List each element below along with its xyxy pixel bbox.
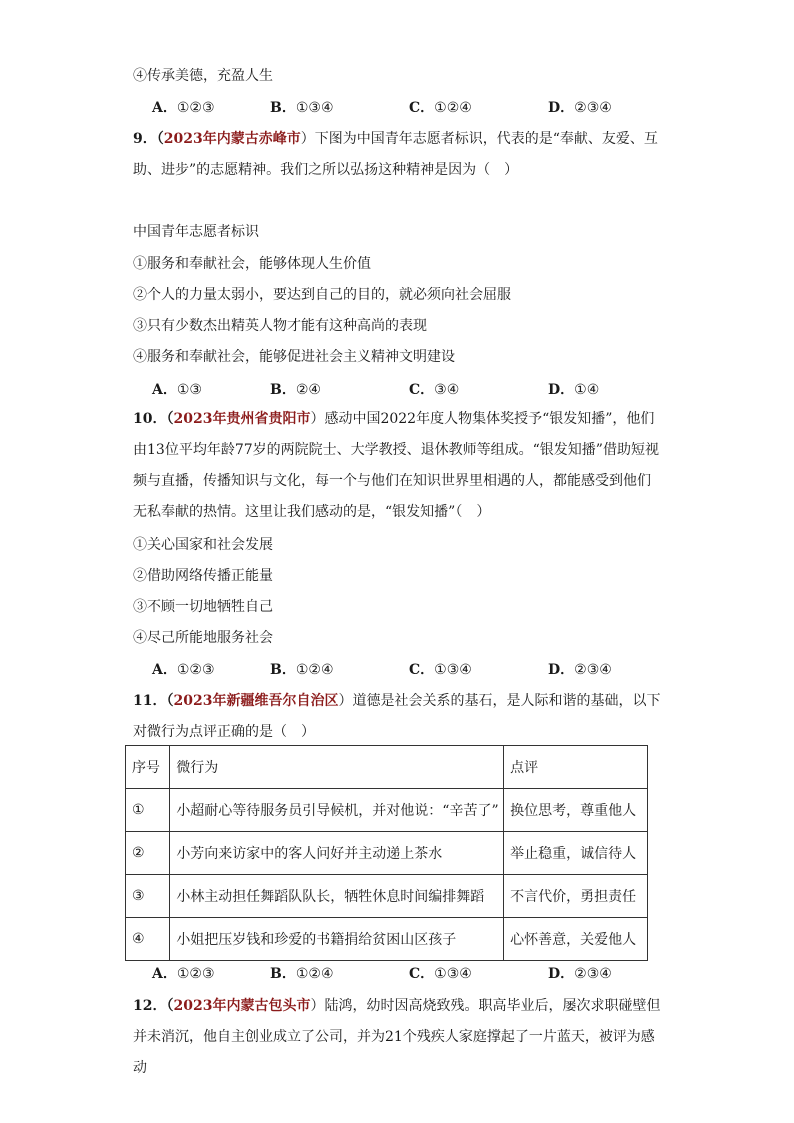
table-row [126,918,648,961]
q11-table [125,745,648,961]
q9-option-c: C．③④ [409,382,460,398]
q11-option-b: B．①②④ [270,966,334,982]
table-cell: 小芳向来访家中的客人问好并主动递上茶水 [170,832,504,875]
q10-option-d: D．②③④ [548,662,612,678]
table-cell: 举止稳重，诚信待人 [504,832,648,875]
q10-option-a: A．①②③ [152,662,215,678]
q11-option-c: C．①③④ [409,966,472,982]
table-cell: 换位思考，尊重他人 [504,789,648,832]
table-cell: ② [126,832,170,875]
table-cell: 小超耐心等待服务员引导候机，并对他说：“辛苦了” [170,789,504,832]
table-cell: 小林主动担任舞蹈队队长，牺牲休息时间编排舞蹈 [170,875,504,918]
table-header-cell: 微行为 [170,746,504,789]
q9-options [152,380,652,400]
table-header-cell: 序号 [126,746,170,789]
q11-stem: 11．（2023年新疆维吾尔自治区）道德是社会关系的基石，是人际和谐的基础，以下对微行为点评正确的是（ ） [133,693,661,740]
q8-option-a: A．①②③ [152,100,215,116]
q9-source: 2023年内蒙古赤峰市 [163,131,301,147]
table-cell: 小姐把压岁钱和珍爱的书籍捐给贫困山区孩子 [170,918,504,961]
q10-stem: 10．（2023年贵州省贵阳市）感动中国2022年度人物集体奖授予“银发知播”，他们由13位平均年龄77岁的两院院士、大学教授、退休教师等组成。“银发知播”借助短视频与直播，传播知识与文化，每一个与他们在知识世界里相遇的人，都能感受到他们无私奉献的热情。这里让我们感动的是，“银发知播”（ ） [133,411,659,520]
q11-option-a: A．①②③ [152,966,215,982]
q9-option-d: D．①④ [548,382,600,398]
q9-item-3: ③只有少数杰出精英人物才能有这种高尚的表现 [133,318,427,334]
q11-options [152,964,652,984]
q8-option-d: D．②③④ [548,100,612,116]
q8-option-b: B．①③④ [270,100,334,116]
q9-item-4: ④服务和奉献社会，能够促进社会主义精神文明建设 [133,349,455,365]
table-row [126,832,648,875]
table-row [126,789,648,832]
q9-option-b: B．②④ [270,382,321,398]
table-cell: ④ [126,918,170,961]
table-row [126,875,648,918]
table-cell: ③ [126,875,170,918]
table-cell: 不言代价，勇担责任 [504,875,648,918]
table-header-row [126,746,648,789]
q9-item-1: ①服务和奉献社会，能够体现人生价值 [133,256,371,272]
q10-source: 2023年贵州省贵阳市 [173,411,311,427]
q10-item-3: ③不顾一切地牺牲自己 [133,599,273,615]
q10-option-c: C．①③④ [409,662,472,678]
table-header-cell: 点评 [504,746,648,789]
q12-source: 2023年内蒙古包头市 [173,998,311,1014]
q11-option-d: D．②③④ [548,966,612,982]
q8-options [152,98,652,118]
q8-item-4: ④传承美德，充盈人生 [133,68,273,84]
q11-source: 2023年新疆维吾尔自治区 [173,693,339,709]
q10-item-1: ①关心国家和社会发展 [133,537,273,553]
table-cell: ① [126,789,170,832]
q9-option-a: A．①③ [152,382,202,398]
q10-item-4: ④尽己所能地服务社会 [133,630,273,646]
q12-stem: 12．（2023年内蒙古包头市）陆鸿，幼时因高烧致残。职高毕业后，屡次求职碰壁但并未消沉，他自主创业成立了公司，并为21个残疾人家庭撑起了一片蓝天，被评为感动 [133,998,661,1076]
q9-caption: 中国青年志愿者标识 [133,224,259,240]
q10-item-2: ②借助网络传播正能量 [133,568,273,584]
q10-options [152,660,652,680]
q9-stem: 9．（2023年内蒙古赤峰市）下图为中国青年志愿者标识，代表的是“奉献、友爱、互助、进步”的志愿精神。我们之所以弘扬这种精神是因为（ ） [133,131,658,178]
table-cell: 心怀善意，关爱他人 [504,918,648,961]
q10-option-b: B．①②④ [270,662,334,678]
q8-option-c: C．①②④ [409,100,472,116]
q9-item-2: ②个人的力量太弱小，要达到自己的目的，就必须向社会屈服 [133,287,511,303]
